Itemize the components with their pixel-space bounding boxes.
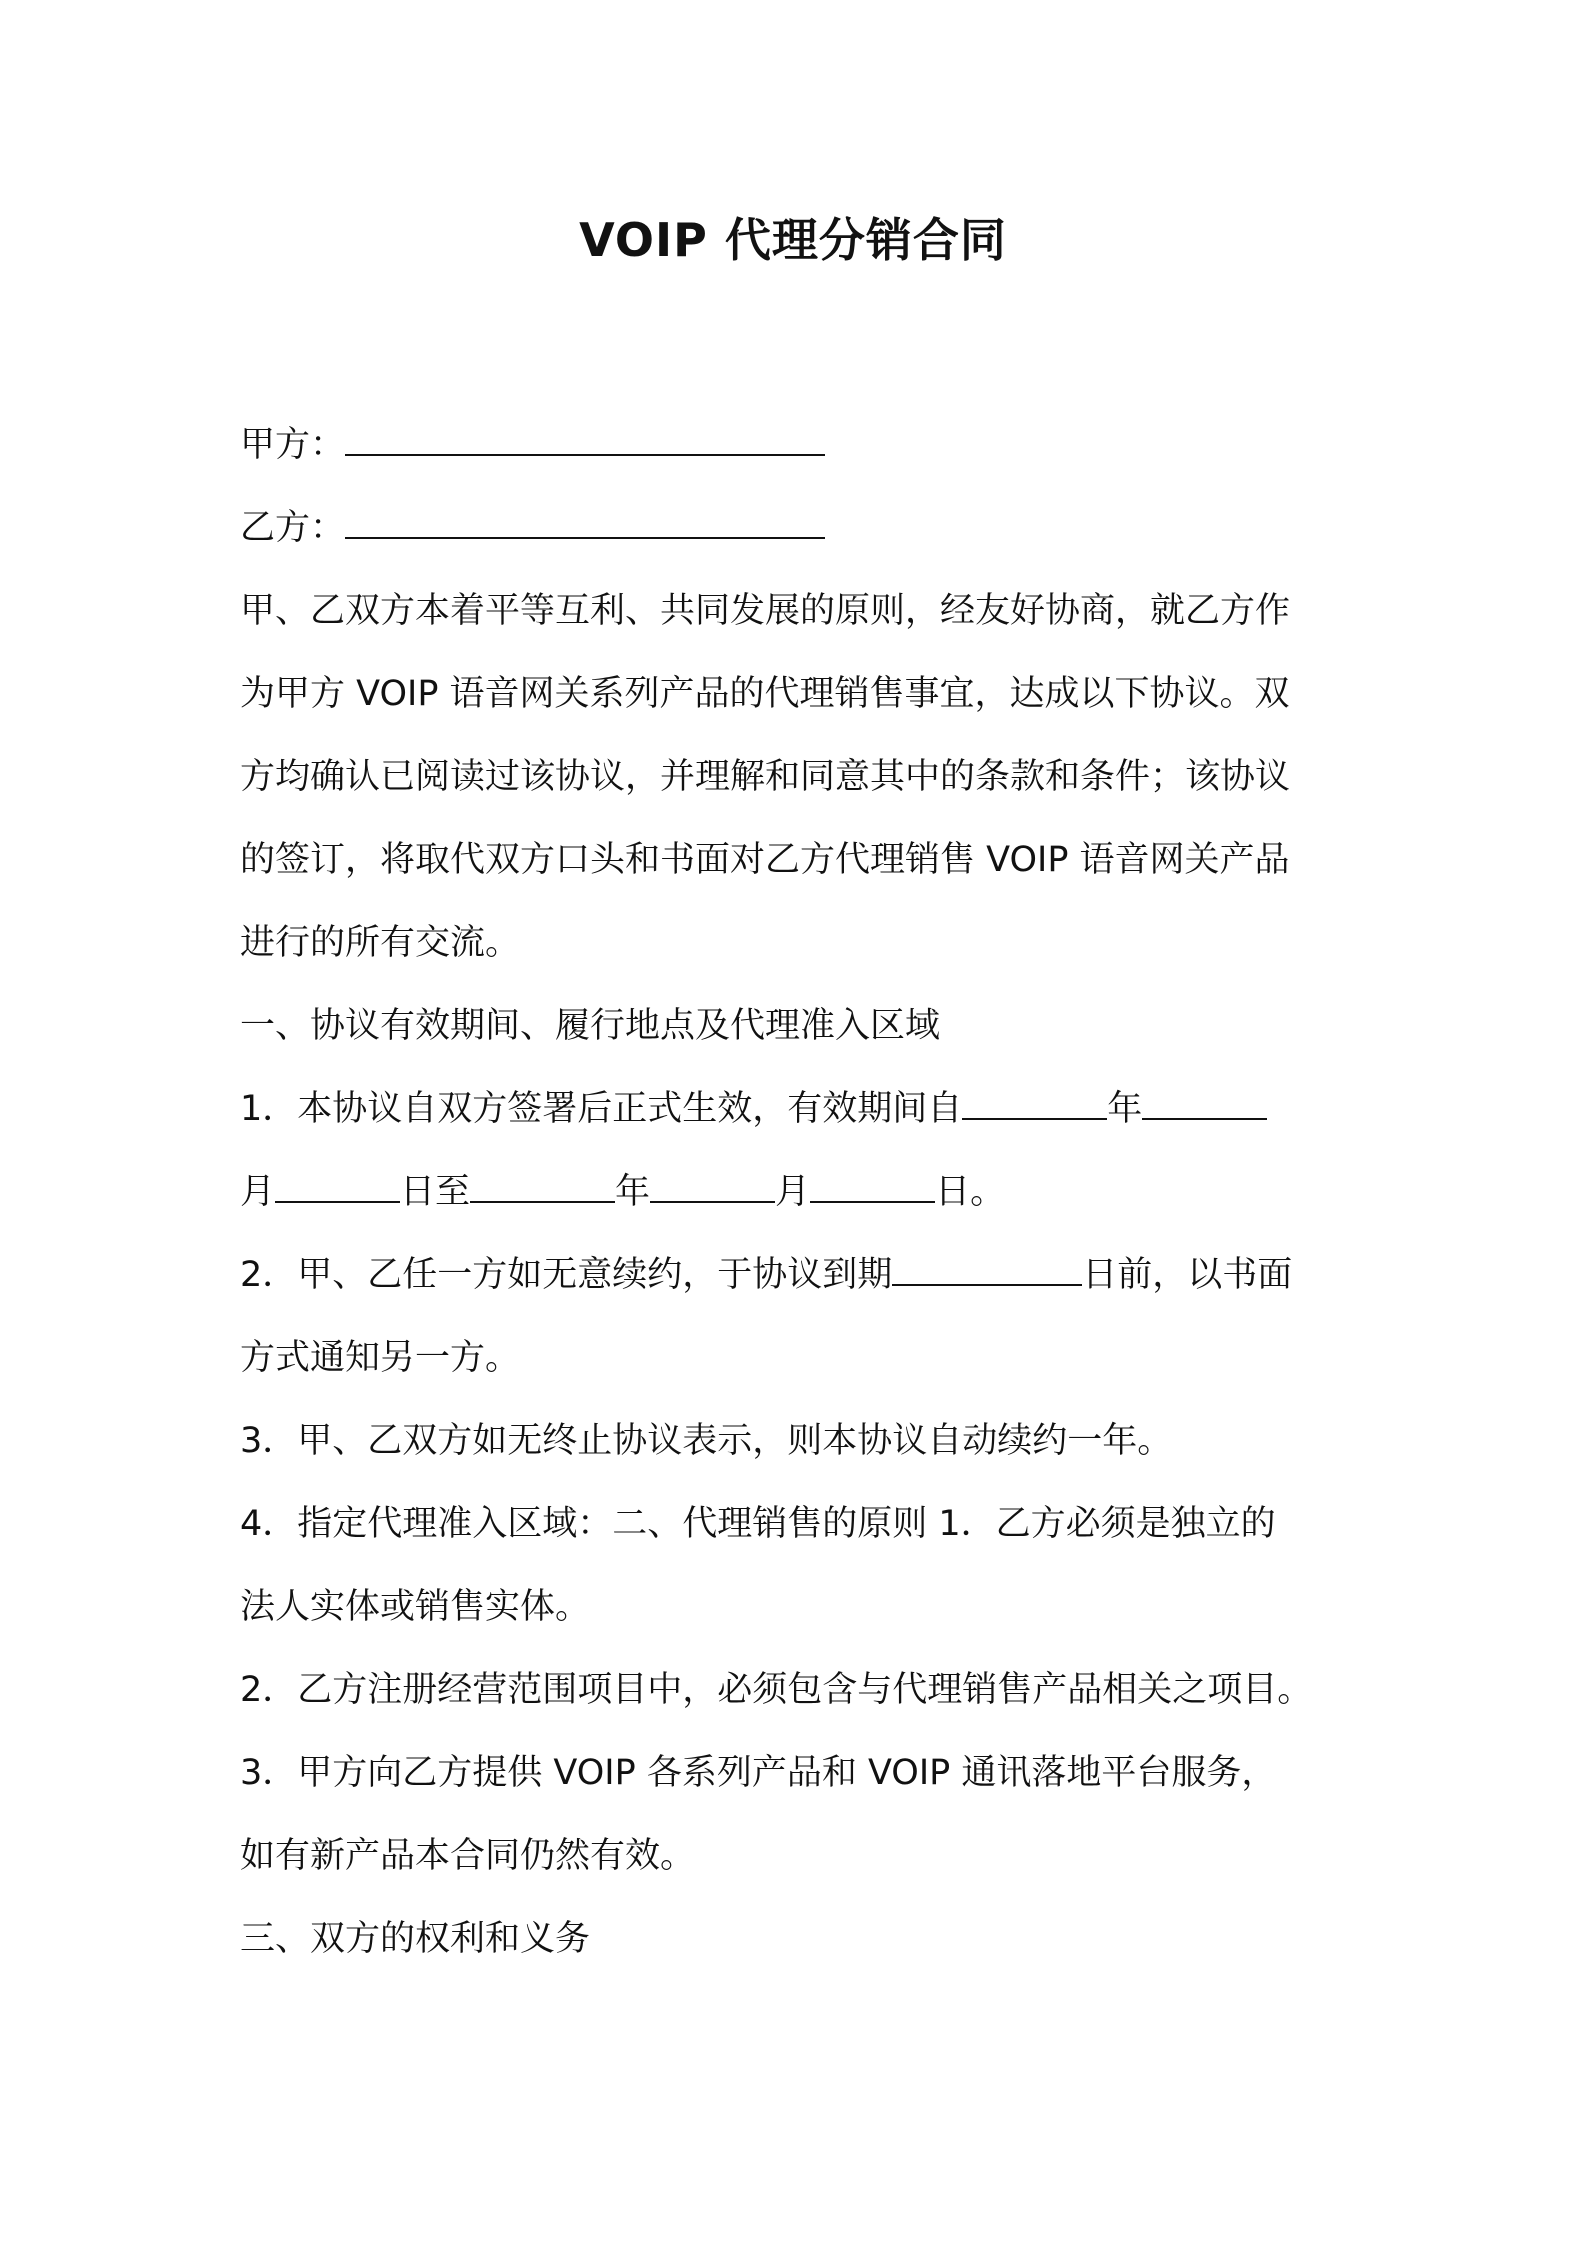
intro-paragraph: [240, 570, 1370, 985]
clause-text: 月: [240, 1172, 276, 1212]
clause-2-2: 2．乙方注册经营范围项目中，必须包含与代理销售产品相关之项目。: [240, 1670, 1313, 1710]
clause-1-3: 3．甲、乙双方如无终止协议表示，则本协议自动续约一年。: [240, 1421, 1173, 1461]
clause-1-4: [240, 1483, 1370, 1649]
clause-text: 1．本协议自双方签署后正式生效，有效期间自: [240, 1089, 963, 1129]
clause-1-1-line: [240, 1068, 1370, 1151]
month-blank: [650, 1171, 775, 1203]
clause-1-1-line: [240, 1151, 1370, 1234]
intro-line: 的签订，将取代双方口头和书面对乙方代理销售 VOIP 语音网关产品: [240, 840, 1290, 880]
clause-text: 日。: [935, 1172, 1006, 1212]
clause-1-1: [240, 1068, 1370, 1234]
clause-text: 2．甲、乙任一方如无意续约，于协议到期: [240, 1255, 893, 1295]
party-b-label: 乙方：: [240, 508, 346, 548]
clause-text: 年: [1107, 1089, 1143, 1129]
party-b-line: [240, 487, 1370, 570]
year-blank: [470, 1171, 615, 1203]
party-a-line: [240, 404, 1370, 487]
party-a-blank: [345, 424, 825, 456]
clause-1-4-line: 法人实体或销售实体。: [240, 1587, 591, 1627]
clause-1-2-line: [240, 1234, 1370, 1317]
document-title: VOIP 代理分销合同: [579, 213, 1007, 267]
clause-1-4-line: 4．指定代理准入区域：二、代理销售的原则 1．乙方必须是独立的: [240, 1504, 1276, 1544]
section-3-heading: 三、双方的权利和义务: [240, 1919, 591, 1959]
clause-text: 日前，以书面: [1082, 1255, 1293, 1295]
clause-2-3-line: 如有新产品本合同仍然有效。: [240, 1836, 696, 1876]
intro-line: 为甲方 VOIP 语音网关系列产品的代理销售事宜，达成以下协议。双: [240, 674, 1290, 714]
clause-text: 年: [615, 1172, 651, 1212]
document-body: [240, 404, 1370, 1981]
intro-line: 进行的所有交流。: [240, 923, 521, 963]
month-blank: [1142, 1088, 1267, 1120]
year-blank: [962, 1088, 1107, 1120]
day-blank: [810, 1171, 935, 1203]
clause-text: 月: [775, 1172, 811, 1212]
date-blank: [892, 1254, 1082, 1286]
day-blank: [275, 1171, 400, 1203]
clause-2-3-line: 3．甲方向乙方提供 VOIP 各系列产品和 VOIP 通讯落地平台服务，: [240, 1753, 1277, 1793]
clause-1-2-line: 方式通知另一方。: [240, 1338, 521, 1378]
clause-text: 日至: [400, 1172, 471, 1212]
section-1-heading: 一、协议有效期间、履行地点及代理准入区域: [240, 1006, 941, 1046]
clause-2-3: [240, 1732, 1370, 1898]
party-a-label: 甲方：: [240, 425, 346, 465]
intro-line: 甲、乙双方本着平等互利、共同发展的原则，经友好协商，就乙方作: [240, 591, 1291, 631]
party-b-blank: [345, 507, 825, 539]
intro-line: 方均确认已阅读过该协议，并理解和同意其中的条款和条件；该协议: [240, 757, 1291, 797]
clause-1-2: [240, 1234, 1370, 1400]
